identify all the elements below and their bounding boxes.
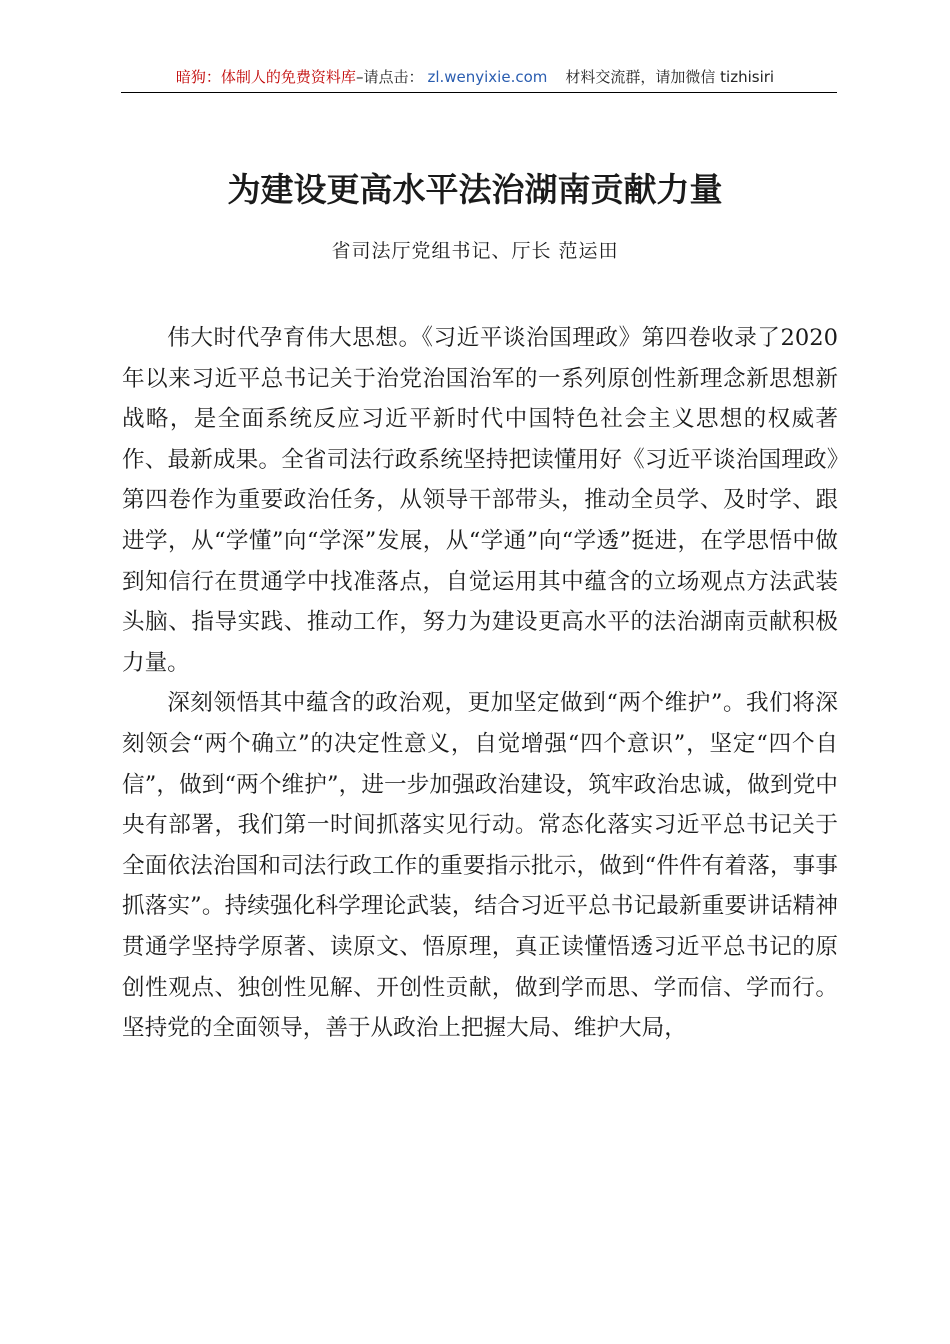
header-brand: 暗狗：体制人的免费资料库 — [175, 68, 356, 86]
header-click-prompt: –请点击： — [355, 68, 424, 86]
header-group-note: 材料交流群，请加微信 tizhisiri — [565, 68, 775, 86]
document-body — [122, 318, 838, 1049]
body-paragraph: 伟大时代孕育伟大思想。《习近平谈治国理政》第四卷收录了2020年以来习近平总书记关于治党治国治军的一系列原创性新理念新思想新战略，是全面系统反应习近平新时代中国特色社会主义思想的权威著作、最新成果。全省司法行政系统坚持把读懂用好《习近平谈治国理政》第四卷作为重要政治任务，从领导干部带头，推动全员学、及时学、跟进学，从“学懂”向“学深”发展，从“学通”向“学透”挺进，在学思悟中做到知信行在贯通学中找准落点，自觉运用其中蕴含的立场观点方法武装头脑、指导实践、推动工作，努力为建设更高水平的法治湖南贡献积极力量。 — [122, 325, 838, 676]
document-title: 为建设更高水平法治湖南贡献力量 — [227, 170, 723, 209]
header-divider — [121, 92, 837, 93]
document-byline: 省司法厅党组书记、厅长 范运田 — [331, 240, 619, 262]
body-paragraph: 深刻领悟其中蕴含的政治观，更加坚定做到“两个维护”。我们将深刻领会“两个确立”的决定性意义，自觉增强“四个意识”，坚定“四个自信”，做到“两个维护”，进一步加强政治建设，筑牢政治忠诚，做到党中央有部署，我们第一时间抓落实见行动。常态化落实习近平总书记关于全面依法治国和司法行政工作的重要指示批示，做到“件件有着落，事事抓落实”。持续强化科学理论武装，结合习近平总书记最新重要讲话精神贯通学坚持学原著、读原文、悟原理，真正读懂悟透习近平总书记的原创性观点、独创性见解、开创性贡献，做到学而思、学而信、学而行。坚持党的全面领导，善于从政治上把握大局、维护大局， — [122, 690, 838, 1042]
header-link[interactable]: zl.wenyixie.com — [427, 68, 548, 86]
source-header — [0, 66, 950, 88]
